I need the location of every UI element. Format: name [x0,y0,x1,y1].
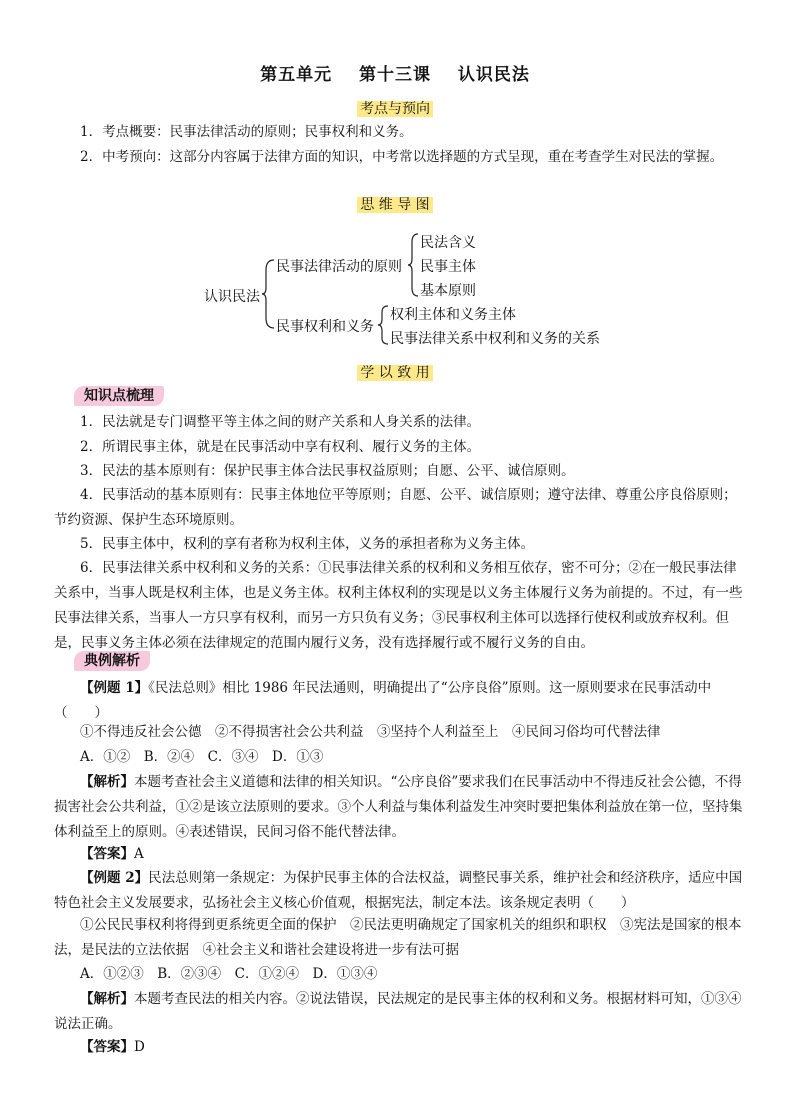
example-1-answer-text: A [134,846,144,862]
section-xueyi-heading: 学 以 致 用 [0,362,790,382]
example-2-question-text: 民法总则第一条规定：为保护民事主体的合法权益，调整民事关系，维护社会和经济秩序，适应中国特色社会主义发展要求，弘扬社会主义核心价值观，根据宪法，制定本法。该条规定表明（ ） [54,870,743,911]
mindmap-branch-1-item: 基本原则 [420,283,476,299]
kaodian-item-1: 1．考点概要：民事法律活动的原则；民事权利和义务。 [80,124,413,140]
mindmap-branch-1-item: 民法含义 [420,235,476,251]
mindmap-branch-2-item: 权利主体和义务主体 [390,307,516,323]
example-1-analysis-text: 本题考查社会主义道德和法律的相关知识。“公序良俗”要求我们在民事活动中不得违反社会公德，不得损害社会公共利益，①②是该立法原则的要求。③个人利益与集体利益发生冲突时要把集体利益放在第一位，坚持集体利益至上的原则。④表述错误，民间习俗不能代替法律。 [54,774,743,840]
example-2-options: ①公民民事权利将得到更系统更全面的保护 ②民法更明确规定了国家机关的组织和职权 ③宪法是国家的根本法，是民法的立法依据 ④社会主义和谐社会建设将进一步有法可据 [54,917,742,958]
mindmap-branch-2-brace [378,304,390,346]
example-2-analysis-text: 本题考查民法的相关内容。②说法错误，民法规定的是民事主体的权利和义务。根据材料可知，①③④说法正确。 [54,991,742,1032]
mindmap-branch-1-brace [408,232,420,298]
example-1-answer-label: 【答案】 [80,846,134,862]
example-2-analysis-label: 【解析】 [80,991,134,1007]
tag-zhishi: 知识点梳理 [74,386,164,406]
title-topic: 认识民法 [457,65,530,85]
section-siwei-heading: 思 维 导 图 [0,194,790,214]
example-1-options: ①不得违反社会公德 ②不得损害社会公共利益 ③坚持个人利益至上 ④民间习俗均可代替法律 [80,724,661,740]
page-title [0,60,790,85]
zhishi-point-6: 6．民事法律关系中权利和义务的关系：①民事法律关系的权利和义务相互依存，密不可分；②在一般民事法律关系中，当事人既是权利主体，也是义务主体。权利主体权利的实现是以义务主体履行义务为前提的。不过，有一些民事法律关系，当事人一方只享有权利，而另一方只负有义务；③民事权利主体可以选择行使权利或放弃权利。但是，民事义务主体必须在法律规定的范围内履行义务，没有选择履行或不履行义务的自由。 [54,560,743,651]
mindmap-branch-2-item: 民事法律关系中权利和义务的关系 [390,331,600,347]
zhishi-point-4: 4．民事活动的基本原则有：民事主体地位平等原则；自愿、公平、诚信原则；遵守法律、尊重公序良俗原则；节约资源、保护生态环境原则。 [54,487,737,528]
zhishi-point-2: 2．所谓民事主体，就是在民事活动中享有权利、履行义务的主体。 [80,439,481,455]
example-1-choices: A．①② B．②④ C．③④ D．①③ [80,749,324,765]
title-unit: 第五单元 [260,65,333,85]
example-2-label: 【例题 2】 [80,870,149,886]
example-2-analysis [54,987,744,1037]
example-2-answer-label: 【答案】 [80,1039,134,1055]
example-1-analysis-label: 【解析】 [80,774,134,790]
example-1-question [54,676,744,726]
tag-dianli: 典例解析 [74,651,150,671]
example-1-analysis [54,770,744,845]
zhishi-point-5: 5．民事主体中，权利的享有者称为权利主体，义务的承担者称为义务主体。 [80,536,535,552]
section-kaodian-heading: 考点与预向 [0,98,790,118]
example-1-answer [54,842,744,867]
kaodian-item-2: 2．中考预向：这部分内容属于法律方面的知识，中考常以选择题的方式呈现，重在考查学生对民法的掌握。 [80,149,724,165]
example-1-question-text: 《民法总则》相比 1986 年民法通则，明确提出了“公序良俗”原则。这一原则要求在民事活动中（ ） [54,680,712,721]
example-2-answer [54,1035,744,1060]
mindmap-branch-2: 民事权利和义务 [276,319,374,335]
example-2-choices: A．①②③ B．②③④ C．①②④ D．①③④ [80,966,378,982]
mindmap-branch-1: 民事法律活动的原则 [276,259,402,275]
example-1-label: 【例题 1】 [80,680,149,696]
mindmap-branch-1-item: 民事主体 [420,259,476,275]
zhishi-point-3: 3．民法的基本原则有：保护民事主体合法民事权益原则；自愿、公平、诚信原则。 [80,463,575,479]
example-2-answer-text: D [134,1039,145,1055]
zhishi-point-1: 1．民法就是专门调整平等主体之间的财产关系和人身关系的法律。 [80,414,481,430]
example-2-question [54,866,744,916]
mindmap-root-brace [262,258,276,330]
mindmap-root: 认识民法 [204,289,260,305]
title-lesson: 第十三课 [359,65,431,85]
